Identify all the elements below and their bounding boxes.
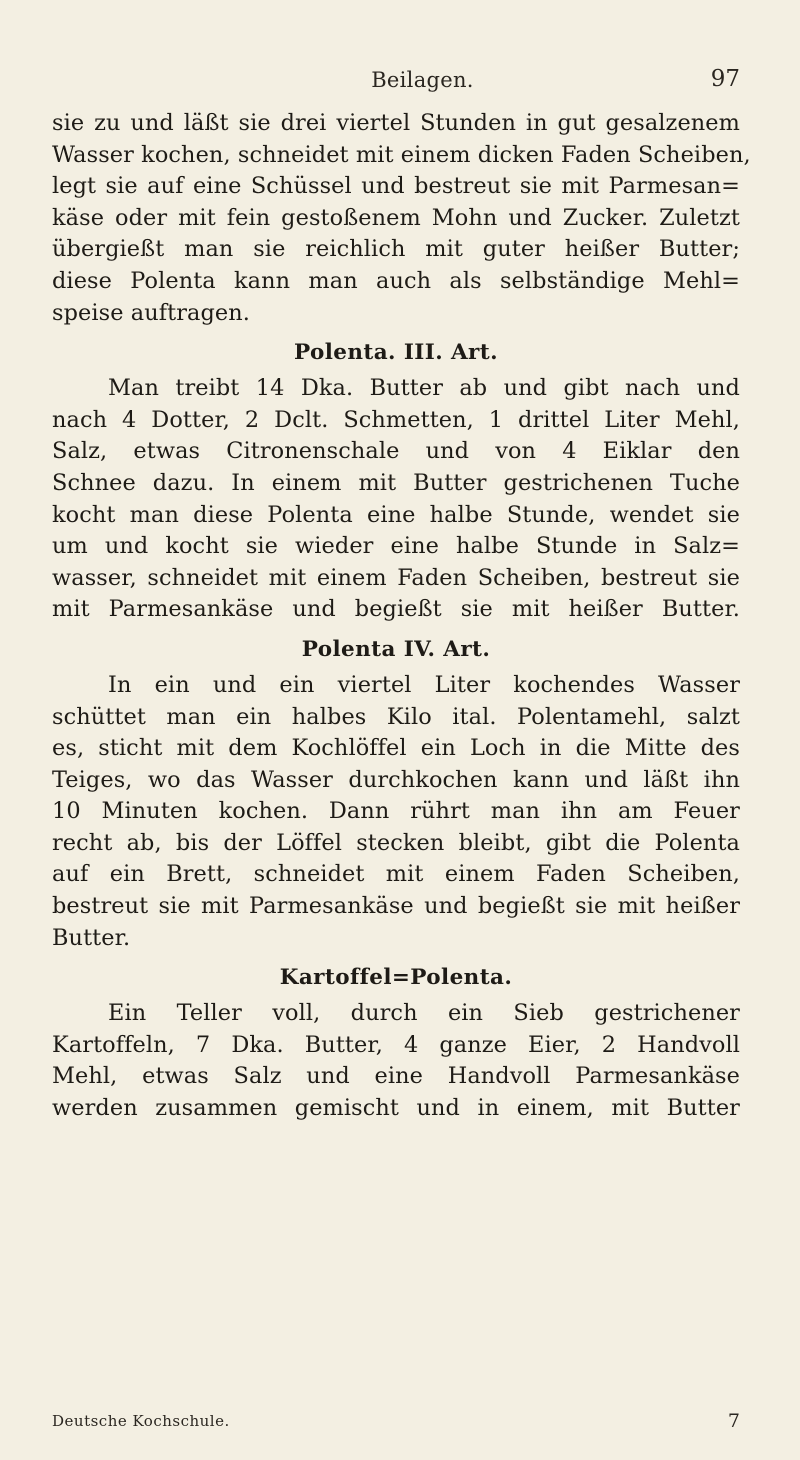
paragraph-kartoffel-polenta xyxy=(52,998,740,1124)
paragraph-continuation xyxy=(52,108,751,329)
text-line: Butter. xyxy=(52,924,131,951)
text-line: speise auftragen. xyxy=(52,299,251,326)
page-footer xyxy=(52,1410,740,1436)
recipe-heading-kartoffel-polenta: Kartoffel=Polenta. xyxy=(279,965,513,991)
text-line: recht ab, bis der Löffel stecken bleibt, gibt die Polenta xyxy=(52,829,740,856)
text-line: Schnee dazu. In einem mit Butter gestrichenen Tuche xyxy=(52,469,740,496)
text-line: Mehl, etwas Salz und eine Handvoll Parmesankäse xyxy=(52,1063,740,1090)
text-line: mit Parmesankäse und begießt sie mit heißer Butter. xyxy=(52,596,740,623)
text-line: diese Polenta kann man auch als selbständige Mehl= xyxy=(52,267,740,294)
text-line: bestreut sie mit Parmesankäse und begießt sie mit heißer xyxy=(52,893,740,920)
signature-number: 7 xyxy=(727,1410,740,1432)
page-header xyxy=(105,62,740,102)
paragraph-polenta-iv xyxy=(52,670,740,954)
signature-mark: Deutsche Kochschule. xyxy=(52,1412,230,1430)
text-line: legt sie auf eine Schüssel und bestreut sie mit Parmesan= xyxy=(52,173,740,200)
text-line: Kartoffeln, 7 Dka. Butter, 4 ganze Eier, 2 Handvoll xyxy=(52,1031,740,1058)
text-line: Wasser kochen, schneidet mit einem dicken Faden Scheiben, xyxy=(52,141,751,168)
page-number: 97 xyxy=(710,66,740,92)
text-line: Man treibt 14 Dka. Butter ab und gibt nach und xyxy=(108,375,740,402)
text-line: Ein Teller voll, durch ein Sieb gestrichener xyxy=(108,1000,740,1027)
recipe-heading-polenta-iv: Polenta IV. Art. xyxy=(301,636,491,662)
paragraph-polenta-iii xyxy=(52,373,740,626)
text-line: sie zu und läßt sie drei viertel Stunden in gut gesalzenem xyxy=(52,110,740,136)
text-line: Salz, etwas Citronenschale und von 4 Eiklar den xyxy=(52,438,740,465)
body-text xyxy=(52,108,751,1125)
text-line: kocht man diese Polenta eine halbe Stunde, wendet sie xyxy=(52,501,740,528)
text-line: auf ein Brett, schneidet mit einem Faden Scheiben, xyxy=(52,861,740,888)
text-line: um und kocht sie wieder eine halbe Stunde in Salz= xyxy=(52,533,740,560)
text-line: wasser, schneidet mit einem Faden Scheiben, bestreut sie xyxy=(52,564,740,591)
text-line: 10 Minuten kochen. Dann rührt man ihn am Feuer xyxy=(52,798,740,825)
text-line: nach 4 Dotter, 2 Dclt. Schmetten, 1 drittel Liter Mehl, xyxy=(52,406,740,433)
text-line: Teiges, wo das Wasser durchkochen kann und läßt ihn xyxy=(52,766,740,793)
text-line: werden zusammen gemischt und in einem, mit Butter xyxy=(52,1095,740,1122)
running-head: Beilagen. xyxy=(371,68,474,92)
text-line: In ein und ein viertel Liter kochendes Wasser xyxy=(108,671,740,698)
text-line: käse oder mit fein gestoßenem Mohn und Zucker. Zuletzt xyxy=(52,204,740,231)
recipe-heading-polenta-iii: Polenta. III. Art. xyxy=(293,340,498,366)
text-line: übergießt man sie reichlich mit guter heißer Butter; xyxy=(52,236,740,263)
text-line: es, sticht mit dem Kochlöffel ein Loch in die Mitte des xyxy=(52,735,740,762)
text-line: schüttet man ein halbes Kilo ital. Polentamehl, salzt xyxy=(52,703,740,730)
